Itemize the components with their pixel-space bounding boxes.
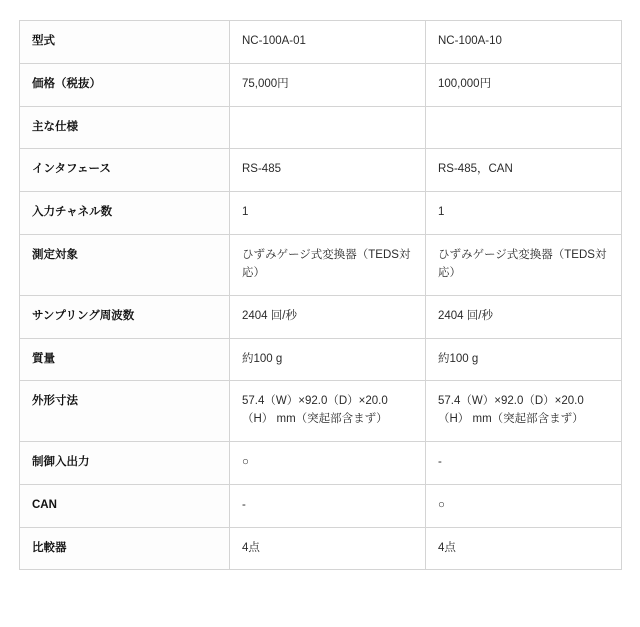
row-label: 測定対象 [32, 249, 78, 262]
table-row [20, 441, 622, 484]
model-b-cell [426, 295, 622, 338]
table-row [20, 338, 622, 381]
row-label: 比較器 [32, 541, 67, 554]
model-a-cell [230, 484, 426, 527]
model-a-value: ひずみゲージ式変換器（TEDS対応） [242, 249, 411, 279]
model-a-cell [230, 235, 426, 296]
table-row [20, 295, 622, 338]
model-b-cell [426, 21, 622, 64]
model-b-cell [426, 192, 622, 235]
row-label-cell [20, 235, 230, 296]
model-b-value: 4点 [438, 541, 456, 554]
model-a-cell [230, 63, 426, 106]
model-b-cell [426, 381, 622, 442]
table-row [20, 527, 622, 570]
model-a-cell [230, 295, 426, 338]
specification-table-body [20, 21, 622, 570]
specification-table [19, 20, 622, 570]
row-label: 制御入出力 [32, 455, 90, 468]
row-label: 価格（税抜） [32, 77, 101, 90]
model-a-value: NC-100A-01 [242, 35, 306, 47]
model-a-value: 75,000円 [242, 77, 289, 90]
model-b-cell [426, 338, 622, 381]
model-b-cell [426, 484, 622, 527]
model-b-cell [426, 149, 622, 192]
model-b-value: 57.4（W）×92.0（D）×20.0（H） mm（突起部含まず） [438, 395, 584, 426]
row-label-cell [20, 484, 230, 527]
model-a-cell [230, 106, 426, 149]
row-label: 入力チャネル数 [32, 206, 113, 219]
row-label: 主な仕様 [32, 120, 78, 133]
table-row [20, 484, 622, 527]
model-a-value: - [242, 498, 246, 511]
table-row [20, 106, 622, 149]
row-label-cell [20, 295, 230, 338]
model-a-value: ○ [242, 455, 249, 468]
model-b-value: ひずみゲージ式変換器（TEDS対応） [438, 249, 607, 279]
model-a-cell [230, 192, 426, 235]
model-a-value: 2404 回/秒 [242, 309, 297, 322]
model-b-value: ○ [438, 498, 445, 511]
model-b-value: 約100 g [438, 352, 479, 365]
row-label-cell [20, 381, 230, 442]
model-b-cell [426, 63, 622, 106]
row-label: 型式 [32, 35, 55, 47]
model-b-value: RS-485，CAN [438, 163, 513, 176]
model-b-cell [426, 527, 622, 570]
model-a-value: RS-485 [242, 163, 281, 176]
row-label-cell [20, 149, 230, 192]
table-row [20, 63, 622, 106]
model-b-cell [426, 235, 622, 296]
table-row [20, 21, 622, 64]
model-b-cell [426, 106, 622, 149]
model-a-cell [230, 338, 426, 381]
model-a-value: 約100 g [242, 352, 283, 365]
model-a-value: 1 [242, 206, 249, 219]
row-label-cell [20, 192, 230, 235]
model-a-cell [230, 441, 426, 484]
row-label: サンプリング周波数 [32, 309, 135, 322]
model-a-cell [230, 527, 426, 570]
table-row [20, 381, 622, 442]
table-row [20, 149, 622, 192]
model-b-cell [426, 441, 622, 484]
row-label-cell [20, 21, 230, 64]
row-label: 外形寸法 [32, 395, 78, 408]
model-a-value: 57.4（W）×92.0（D）×20.0（H） mm（突起部含まず） [242, 395, 388, 426]
model-b-value: - [438, 455, 442, 468]
row-label-cell [20, 338, 230, 381]
model-b-value: NC-100A-10 [438, 35, 502, 47]
table-row [20, 235, 622, 296]
row-label-cell [20, 441, 230, 484]
model-a-cell [230, 21, 426, 64]
table-row [20, 192, 622, 235]
model-a-cell [230, 381, 426, 442]
model-b-value: 2404 回/秒 [438, 309, 493, 322]
row-label: CAN [32, 498, 57, 511]
row-label-cell [20, 63, 230, 106]
model-a-value: 4点 [242, 541, 260, 554]
model-a-cell [230, 149, 426, 192]
row-label-cell [20, 527, 230, 570]
row-label: インタフェース [32, 163, 111, 176]
model-b-value: 100,000円 [438, 77, 492, 90]
row-label-cell [20, 106, 230, 149]
row-label: 質量 [32, 352, 55, 365]
model-b-value: 1 [438, 206, 445, 219]
